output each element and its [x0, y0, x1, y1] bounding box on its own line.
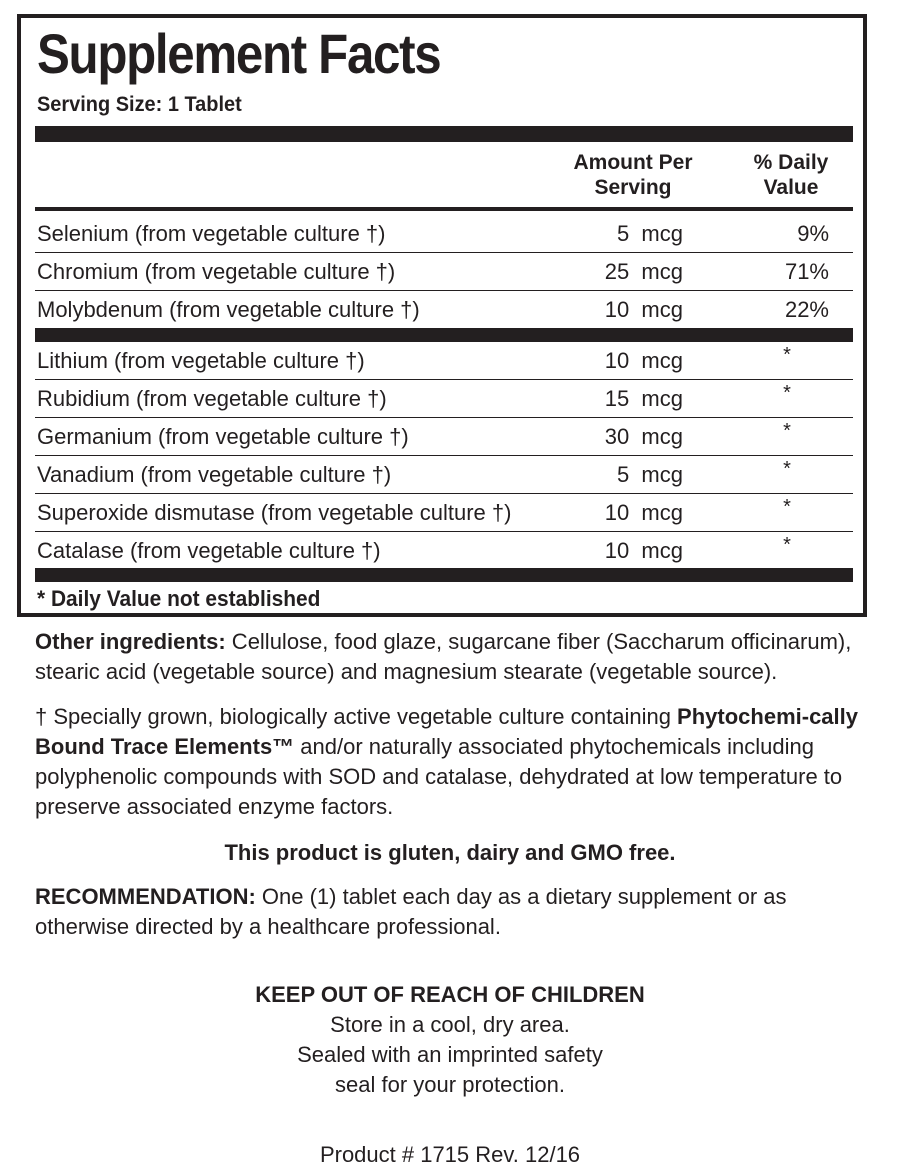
dagger-note-text-before: † Specially grown, biologically active vegetable culture containing — [35, 704, 678, 729]
nutrient-amount: 25 mcg — [604, 259, 683, 284]
table-row — [35, 380, 853, 418]
nutrient-daily-value: * — [783, 382, 791, 404]
table-row — [35, 342, 853, 380]
table-row — [35, 494, 853, 532]
other-ingredients-label: Other ingredients: — [35, 629, 226, 654]
nutrient-daily-value: * — [783, 534, 791, 556]
nutrient-name: Catalase (from vegetable culture †) — [37, 538, 381, 563]
dagger-note — [35, 702, 885, 822]
nutrient-daily-value: * — [783, 420, 791, 442]
column-header-daily-value: % Daily Value — [753, 151, 829, 199]
dagger-note-bold: Phytochemi-cally Bound Trace Elements™ — [35, 704, 858, 759]
nutrient-name: Superoxide dismutase (from vegetable culture †) — [37, 500, 512, 525]
nutrient-daily-value: * — [783, 458, 791, 480]
recommendation-label: RECOMMENDATION: — [35, 884, 256, 909]
table-row — [35, 456, 853, 494]
nutrient-daily-value: * — [783, 496, 791, 518]
nutrient-amount: 10 mcg — [604, 538, 683, 563]
column-header-amount: Amount Per Serving — [573, 151, 693, 199]
supplement-facts-panel — [17, 14, 867, 617]
nutrient-name: Molybdenum (from vegetable culture †) — [37, 297, 420, 322]
table-row — [35, 253, 853, 291]
storage-line: seal for your protection. — [335, 1072, 565, 1097]
thick-divider-bottom — [35, 568, 853, 582]
nutrient-amount: 10 mcg — [604, 297, 683, 322]
thick-divider-middle — [35, 328, 853, 342]
nutrient-daily-value: 22% — [784, 297, 829, 322]
nutrient-daily-value: 71% — [784, 259, 829, 284]
product-code: Product # 1715 Rev. 12/16 — [319, 1142, 581, 1167]
nutrient-amount: 5 mcg — [616, 462, 683, 487]
daily-value-footnote: * Daily Value not established — [37, 586, 321, 611]
warning-heading: KEEP OUT OF REACH OF CHILDREN — [255, 982, 645, 1007]
header-rule — [35, 207, 853, 211]
storage-line: Sealed with an imprinted safety — [297, 1042, 603, 1067]
nutrient-name: Rubidium (from vegetable culture †) — [37, 386, 387, 411]
panel-title: Supplement Facts — [37, 22, 441, 85]
nutrient-amount: 10 mcg — [604, 500, 683, 525]
nutrient-name: Lithium (from vegetable culture †) — [37, 348, 365, 373]
table-row — [35, 532, 853, 569]
nutrient-amount: 10 mcg — [604, 348, 683, 373]
nutrient-amount: 5 mcg — [616, 221, 683, 246]
free-statement: This product is gluten, dairy and GMO free. — [224, 840, 676, 865]
nutrient-daily-value: 9% — [797, 221, 829, 246]
nutrient-amount: 30 mcg — [604, 424, 683, 449]
recommendation-text: One (1) tablet each day as a dietary supplement or as otherwise directed by a healthcare professional. — [35, 884, 787, 939]
other-ingredients — [35, 627, 885, 687]
nutrient-name: Vanadium (from vegetable culture †) — [37, 462, 392, 487]
storage-block — [0, 980, 900, 1100]
nutrient-daily-value: * — [783, 344, 791, 366]
table-row — [35, 418, 853, 456]
recommendation — [35, 882, 885, 942]
dagger-note-text-after: and/or naturally associated phytochemicals including polyphenolic compounds with SOD and catalase, dehydrated at low temperature to preserve associated enzyme factors. — [35, 734, 843, 819]
table-row — [35, 215, 853, 253]
nutrient-name: Germanium (from vegetable culture †) — [37, 424, 409, 449]
storage-line: Store in a cool, dry area. — [330, 1012, 570, 1037]
thick-divider-top — [35, 126, 853, 142]
serving-size: Serving Size: 1 Tablet — [37, 93, 242, 116]
table-row — [35, 291, 853, 328]
nutrient-name: Selenium (from vegetable culture †) — [37, 221, 386, 246]
other-ingredients-text: Cellulose, food glaze, sugarcane fiber (Saccharum officinarum), stearic acid (vegetable source) and magnesium stearate (vegetable source). — [35, 629, 852, 684]
nutrient-amount: 15 mcg — [604, 386, 683, 411]
nutrient-name: Chromium (from vegetable culture †) — [37, 259, 396, 284]
